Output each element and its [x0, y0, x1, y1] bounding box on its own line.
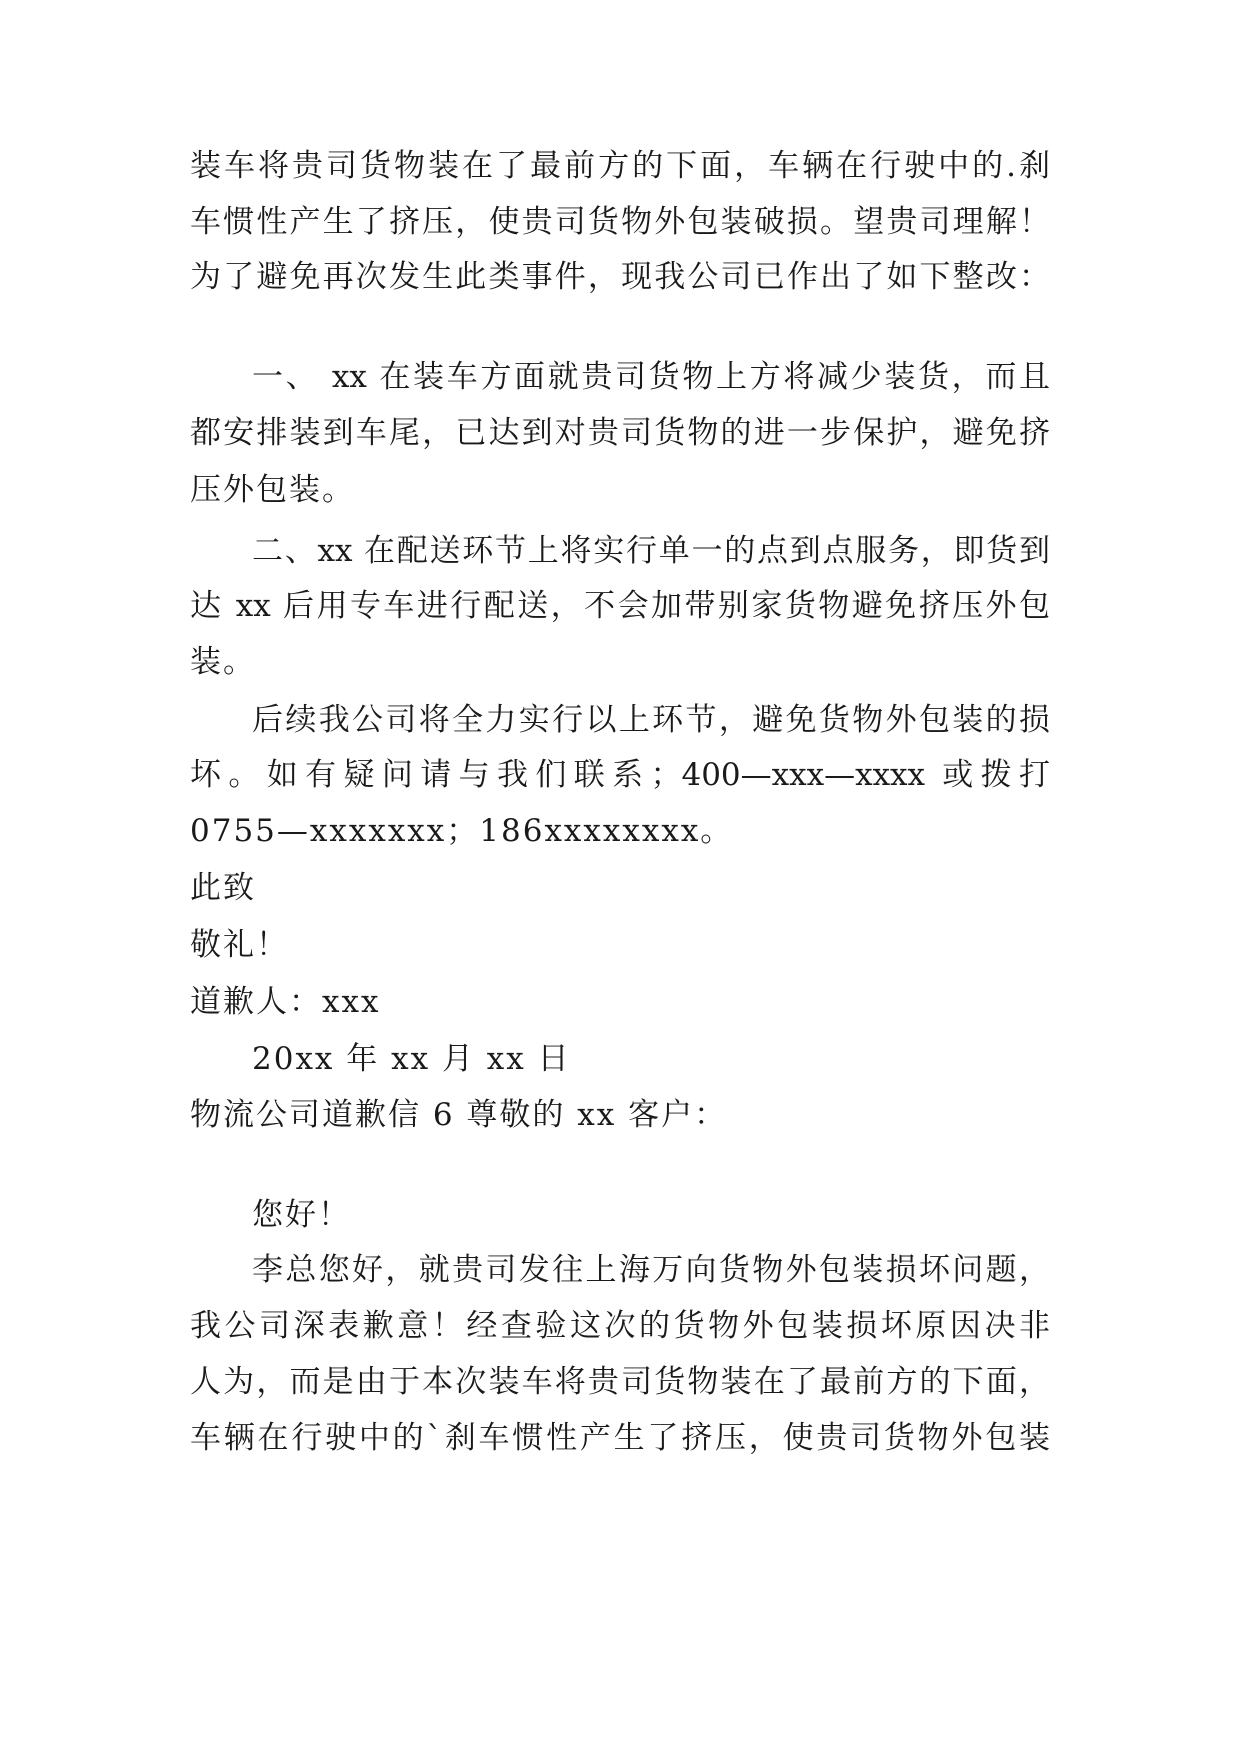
body-line: 装车将贵司货物装在了最前方的下面，车辆在行驶中的.刹	[190, 148, 1050, 184]
body-line: 二、xx 在配送环节上将实行单一的点到点服务，即货到	[252, 533, 1050, 569]
body-line: 车辆在行驶中的`刹车惯性产生了挤压，使贵司货物外包装	[190, 1420, 1050, 1456]
body-line: 我公司深表歉意！经查验这次的货物外包装损坏原因决非	[190, 1308, 1050, 1344]
body-line: 为了避免再次发生此类事件，现我公司已作出了如下整改：	[190, 259, 1050, 295]
body-line: 一、 xx 在装车方面就贵司货物上方将减少装货，而且	[252, 359, 1050, 395]
body-line: 后续我公司将全力实行以上环节，避免货物外包装的损	[252, 702, 1050, 738]
body-line: 0755—xxxxxxx；186xxxxxxxx。	[190, 813, 734, 849]
body-line: 车惯性产生了挤压，使贵司货物外包装破损。望贵司理解！	[190, 204, 1050, 240]
signer-line: 道歉人：xxx	[190, 984, 381, 1020]
body-line: 李总您好，就贵司发往上海万向货物外包装损坏问题，	[252, 1252, 1050, 1288]
body-line: 达 xx 后用专车进行配送，不会加带别家货物避免挤压外包	[190, 588, 1050, 624]
closing-line: 此致	[190, 870, 256, 906]
date-line: 20xx 年 xx 月 xx 日	[252, 1041, 571, 1077]
body-line: 压外包装。	[190, 472, 355, 508]
body-line: 装。	[190, 644, 256, 680]
body-line: 人为，而是由于本次装车将贵司货物装在了最前方的下面，	[190, 1364, 1050, 1400]
body-line: 坏。如有疑问请与我们联系；400—xxx—xxxx 或拨打	[190, 757, 1050, 793]
salutation-line: 敬礼！	[190, 927, 289, 963]
greeting-line: 您好！	[252, 1197, 351, 1233]
body-line: 都安排装到车尾，已达到对贵司货物的进一步保护，避免挤	[190, 415, 1050, 451]
letter-heading: 物流公司道歉信 6 尊敬的 xx 客户：	[190, 1097, 728, 1133]
